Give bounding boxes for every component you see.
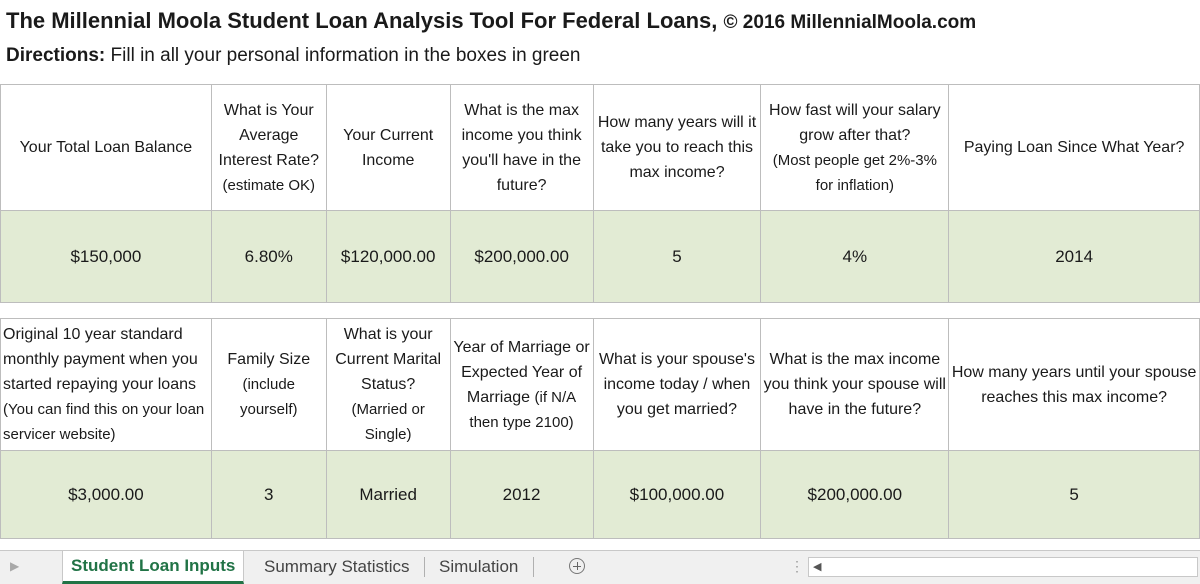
input-total-loan-balance[interactable]: $150,000 — [1, 211, 212, 303]
input-family-size[interactable]: 3 — [211, 451, 326, 539]
header-family-size: Family Size (include yourself) — [211, 319, 326, 451]
input-spouse-max-income[interactable]: $200,000.00 — [761, 451, 949, 539]
header-marital-status: What is your Current Marital Status? (Married or Single) — [326, 319, 450, 451]
value-row-1 — [1, 211, 1200, 303]
directions-text: Fill in all your personal information in the boxes in green — [110, 45, 581, 66]
add-sheet-plus-icon[interactable] — [569, 558, 585, 574]
header-max-income: What is the max income you think you'll have in the future? — [450, 85, 593, 211]
title-copyright: © 2016 MillennialMoola.com — [723, 12, 977, 33]
header-paying-since: Paying Loan Since What Year? — [949, 85, 1200, 211]
header-row-2 — [1, 319, 1200, 451]
input-spouse-years-to-max[interactable]: 5 — [949, 451, 1200, 539]
sheet-tab-bar — [0, 550, 1200, 584]
more-options-dots-icon[interactable]: ⋮ — [790, 558, 804, 574]
directions — [6, 42, 581, 70]
header-salary-growth: How fast will your salary grow after that? (Most people get 2%-3% for inflation) — [761, 85, 949, 211]
horizontal-scrollbar[interactable] — [808, 557, 1198, 577]
input-marital-status[interactable]: Married — [326, 451, 450, 539]
tab-separator — [533, 557, 534, 577]
header-spouse-income: What is your spouse's income today / when you get married? — [593, 319, 761, 451]
input-year-of-marriage[interactable]: 2012 — [450, 451, 593, 539]
tab-simulation[interactable]: Simulation — [439, 557, 519, 576]
header-row-1 — [1, 85, 1200, 211]
input-spouse-income[interactable]: $100,000.00 — [593, 451, 761, 539]
input-paying-since[interactable]: 2014 — [949, 211, 1200, 303]
tab-separator — [424, 557, 425, 577]
input-salary-growth[interactable]: 4% — [761, 211, 949, 303]
tab-summary-statistics[interactable]: Summary Statistics — [264, 557, 410, 576]
header-original-payment: Original 10 year standard monthly payment when you started repaying your loans (You can find this on your loan servicer website) — [1, 319, 212, 451]
input-max-income[interactable]: $200,000.00 — [450, 211, 593, 303]
loan-inputs-table-2 — [0, 318, 1200, 539]
page-title — [6, 4, 976, 38]
header-total-loan-balance: Your Total Loan Balance — [1, 85, 212, 211]
header-current-income: Your Current Income — [326, 85, 450, 211]
input-original-payment[interactable]: $3,000.00 — [1, 451, 212, 539]
header-spouse-years-to-max: How many years until your spouse reaches this max income? — [949, 319, 1200, 451]
value-row-2 — [1, 451, 1200, 539]
header-year-of-marriage: Year of Marriage or Expected Year of Marriage (if N/A then type 2100) — [450, 319, 593, 451]
sheet-nav-arrow-icon[interactable]: ▶ — [10, 559, 20, 573]
tab-student-loan-inputs[interactable]: Student Loan Inputs — [62, 551, 244, 584]
header-interest-rate: What is Your Average Interest Rate? (estimate OK) — [211, 85, 326, 211]
input-years-to-max[interactable]: 5 — [593, 211, 761, 303]
directions-label: Directions: — [6, 45, 106, 66]
title-main: The Millennial Moola Student Loan Analysis Tool For Federal Loans, — [6, 8, 718, 33]
header-years-to-max: How many years will it take you to reach this max income? — [593, 85, 761, 211]
loan-inputs-table-1 — [0, 84, 1200, 303]
input-interest-rate[interactable]: 6.80% — [211, 211, 326, 303]
scroll-left-icon[interactable]: ◀ — [813, 561, 822, 573]
input-current-income[interactable]: $120,000.00 — [326, 211, 450, 303]
header-spouse-max-income: What is the max income you think your spouse will have in the future? — [761, 319, 949, 451]
